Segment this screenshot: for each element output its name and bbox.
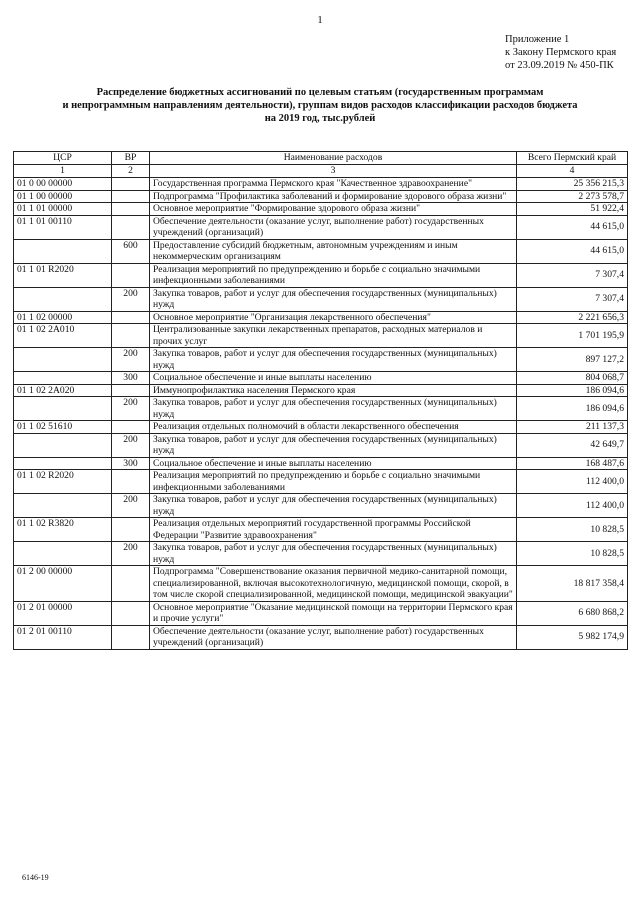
row-amount: 44 615,0 — [517, 215, 628, 239]
column-number-row — [14, 165, 628, 178]
title-line: Распределение бюджетных ассигнований по целевым статьям (государственным программам — [96, 87, 544, 98]
table-row — [14, 542, 628, 566]
row-vr-code — [112, 518, 150, 542]
header-amount: Всего Пермский край — [517, 152, 628, 165]
row-expense-name: Централизованные закупки лекарственных препаратов, расходных материалов и прочих услуг — [150, 324, 517, 348]
row-csr-code: 01 2 00 00000 — [14, 566, 112, 602]
row-expense-name: Социальное обеспечение и иные выплаты населению — [150, 457, 517, 470]
row-amount: 804 068,7 — [517, 372, 628, 385]
footer-document-code: 6146-19 — [22, 873, 49, 882]
document-title — [40, 86, 600, 125]
row-amount: 7 307,4 — [517, 287, 628, 311]
row-amount: 10 828,5 — [517, 518, 628, 542]
table-row — [14, 287, 628, 311]
table-row — [14, 518, 628, 542]
row-vr-code: 200 — [112, 433, 150, 457]
row-expense-name: Закупка товаров, работ и услуг для обеспечения государственных (муниципальных) нужд — [150, 494, 517, 518]
row-expense-name: Подпрограмма "Профилактика заболеваний и формирование здорового образа жизни" — [150, 190, 517, 203]
row-expense-name: Закупка товаров, работ и услуг для обеспечения государственных (муниципальных) нужд — [150, 542, 517, 566]
row-vr-code: 300 — [112, 372, 150, 385]
row-amount: 5 982 174,9 — [517, 625, 628, 649]
appendix-reference — [505, 33, 616, 72]
row-vr-code — [112, 263, 150, 287]
table-body — [14, 178, 628, 650]
appendix-line: от 23.09.2019 № 450-ПК — [505, 60, 614, 71]
row-vr-code: 300 — [112, 457, 150, 470]
table-row — [14, 433, 628, 457]
row-csr-code — [14, 239, 112, 263]
row-expense-name: Основное мероприятие "Оказание медицинской помощи на территории Пермского края и прочие услуги" — [150, 601, 517, 625]
title-line: и непрограммным направлениям деятельности), группам видов расходов классификации расходов бюджета — [62, 100, 578, 111]
row-csr-code: 01 1 01 R2020 — [14, 263, 112, 287]
row-vr-code: 600 — [112, 239, 150, 263]
page-number: 1 — [317, 14, 323, 26]
row-csr-code: 01 1 02 00000 — [14, 311, 112, 324]
row-csr-code: 01 2 01 00110 — [14, 625, 112, 649]
row-csr-code: 01 1 01 00110 — [14, 215, 112, 239]
column-number: 2 — [112, 165, 150, 178]
table-row — [14, 239, 628, 263]
row-csr-code: 01 1 02 R2020 — [14, 470, 112, 494]
row-expense-name: Основное мероприятие "Организация лекарственного обеспечения" — [150, 311, 517, 324]
row-csr-code: 01 1 01 00000 — [14, 203, 112, 216]
row-expense-name: Закупка товаров, работ и услуг для обеспечения государственных (муниципальных) нужд — [150, 287, 517, 311]
row-amount: 186 094,6 — [517, 397, 628, 421]
row-csr-code — [14, 542, 112, 566]
row-expense-name: Государственная программа Пермского края "Качественное здравоохранение" — [150, 178, 517, 191]
row-amount: 186 094,6 — [517, 384, 628, 397]
row-amount: 2 221 656,3 — [517, 311, 628, 324]
table-row — [14, 348, 628, 372]
column-number: 1 — [14, 165, 112, 178]
row-vr-code — [112, 324, 150, 348]
row-csr-code: 01 1 02 R3820 — [14, 518, 112, 542]
row-amount: 897 127,2 — [517, 348, 628, 372]
row-amount: 42 649,7 — [517, 433, 628, 457]
row-vr-code — [112, 625, 150, 649]
row-amount: 7 307,4 — [517, 263, 628, 287]
row-csr-code — [14, 433, 112, 457]
header-vr: ВР — [112, 152, 150, 165]
row-vr-code — [112, 421, 150, 434]
row-vr-code: 200 — [112, 542, 150, 566]
table-row — [14, 566, 628, 602]
row-csr-code: 01 1 02 51610 — [14, 421, 112, 434]
row-amount: 25 356 215,3 — [517, 178, 628, 191]
row-amount: 2 273 578,7 — [517, 190, 628, 203]
row-vr-code — [112, 384, 150, 397]
row-csr-code: 01 2 01 00000 — [14, 601, 112, 625]
row-vr-code — [112, 178, 150, 191]
row-vr-code: 200 — [112, 397, 150, 421]
row-expense-name: Основное мероприятие "Формирование здорового образа жизни" — [150, 203, 517, 216]
budget-allocation-table — [13, 151, 628, 650]
table-row — [14, 311, 628, 324]
table-row — [14, 190, 628, 203]
row-vr-code — [112, 215, 150, 239]
row-csr-code — [14, 397, 112, 421]
row-csr-code: 01 1 02 2А010 — [14, 324, 112, 348]
table-row — [14, 397, 628, 421]
row-csr-code — [14, 372, 112, 385]
row-vr-code — [112, 566, 150, 602]
table-row — [14, 215, 628, 239]
row-expense-name: Реализация мероприятий по предупреждению и борьбе с социально значимыми инфекционными заболеваниями — [150, 470, 517, 494]
row-vr-code: 200 — [112, 348, 150, 372]
row-amount: 1 701 195,9 — [517, 324, 628, 348]
row-csr-code: 01 1 00 00000 — [14, 190, 112, 203]
row-csr-code: 01 0 00 00000 — [14, 178, 112, 191]
appendix-line: Приложение 1 — [505, 34, 570, 45]
row-amount: 44 615,0 — [517, 239, 628, 263]
header-name: Наименование расходов — [150, 152, 517, 165]
header-csr: ЦСР — [14, 152, 112, 165]
row-vr-code: 200 — [112, 494, 150, 518]
table-row — [14, 625, 628, 649]
row-amount: 168 487,6 — [517, 457, 628, 470]
row-expense-name: Иммунопрофилактика населения Пермского края — [150, 384, 517, 397]
row-vr-code — [112, 311, 150, 324]
row-expense-name: Реализация отдельных мероприятий государственной программы Российской Федерации "Развитие здравоохранения" — [150, 518, 517, 542]
table-row — [14, 372, 628, 385]
table-row — [14, 263, 628, 287]
row-expense-name: Предоставление субсидий бюджетным, автономным учреждениям и иным некоммерческим организациям — [150, 239, 517, 263]
row-vr-code — [112, 470, 150, 494]
table-row — [14, 457, 628, 470]
row-csr-code — [14, 287, 112, 311]
table-row — [14, 601, 628, 625]
row-csr-code — [14, 457, 112, 470]
row-expense-name: Социальное обеспечение и иные выплаты населению — [150, 372, 517, 385]
table-row — [14, 324, 628, 348]
table-row — [14, 178, 628, 191]
table-row — [14, 203, 628, 216]
row-amount: 112 400,0 — [517, 494, 628, 518]
row-vr-code — [112, 601, 150, 625]
table-row — [14, 421, 628, 434]
row-expense-name: Подпрограмма "Совершенствование оказания первичной медико-санитарной помощи, специализированной, включая высокотехнологичную, медицинской помощи, скорой, в том числе скорой специализированной, медицинской помощи, медицинской эвакуации" — [150, 566, 517, 602]
appendix-line: к Закону Пермского края — [505, 47, 617, 58]
row-amount: 211 137,3 — [517, 421, 628, 434]
row-expense-name: Реализация отдельных полномочий в области лекарственного обеспечения — [150, 421, 517, 434]
title-line: на 2019 год, тыс.рублей — [264, 113, 376, 124]
row-vr-code — [112, 190, 150, 203]
row-vr-code: 200 — [112, 287, 150, 311]
column-number: 4 — [517, 165, 628, 178]
table-row — [14, 494, 628, 518]
row-amount: 112 400,0 — [517, 470, 628, 494]
row-csr-code — [14, 494, 112, 518]
row-amount: 6 680 868,2 — [517, 601, 628, 625]
table-row — [14, 384, 628, 397]
row-vr-code — [112, 203, 150, 216]
row-expense-name: Закупка товаров, работ и услуг для обеспечения государственных (муниципальных) нужд — [150, 433, 517, 457]
row-expense-name: Обеспечение деятельности (оказание услуг, выполнение работ) государственных учреждений (организаций) — [150, 215, 517, 239]
table-row — [14, 470, 628, 494]
row-expense-name: Обеспечение деятельности (оказание услуг, выполнение работ) государственных учреждений (организаций) — [150, 625, 517, 649]
table-header-row — [14, 152, 628, 165]
row-expense-name: Реализация мероприятий по предупреждению и борьбе с социально значимыми инфекционными заболеваниями — [150, 263, 517, 287]
row-csr-code — [14, 348, 112, 372]
row-csr-code: 01 1 02 2А020 — [14, 384, 112, 397]
row-expense-name: Закупка товаров, работ и услуг для обеспечения государственных (муниципальных) нужд — [150, 348, 517, 372]
row-expense-name: Закупка товаров, работ и услуг для обеспечения государственных (муниципальных) нужд — [150, 397, 517, 421]
row-amount: 10 828,5 — [517, 542, 628, 566]
column-number: 3 — [150, 165, 517, 178]
row-amount: 51 922,4 — [517, 203, 628, 216]
row-amount: 18 817 358,4 — [517, 566, 628, 602]
